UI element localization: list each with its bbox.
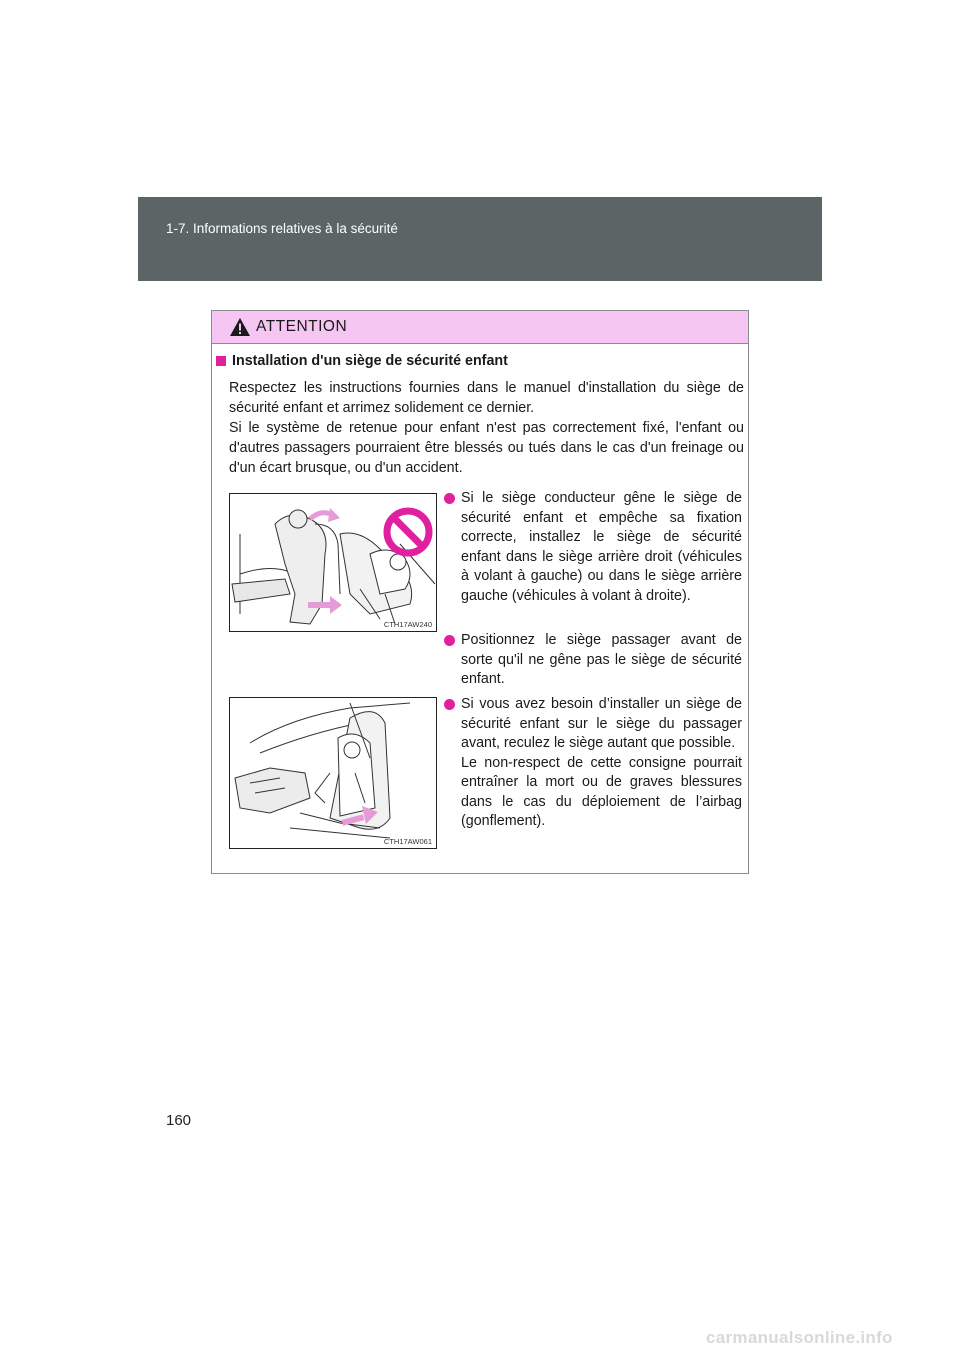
illustration-code: CTH17AW240	[383, 620, 432, 629]
round-bullet-icon	[444, 493, 455, 504]
passenger-seat-drawing	[230, 698, 436, 848]
bullet-item	[444, 631, 742, 690]
section-header-band	[138, 197, 822, 281]
round-bullet-icon	[444, 699, 455, 710]
square-bullet-icon	[216, 356, 226, 366]
warning-triangle-icon	[229, 317, 251, 337]
bullet-text: Positionnez le siège passager avant de sorte qu'il ne gêne pas le siège de sécurité enfant.	[461, 632, 742, 687]
illustration-code: CTH17AW061	[383, 837, 432, 846]
illustration-driver-seat	[229, 493, 437, 632]
bullet-item	[444, 695, 742, 832]
bullet-text: Si vous avez besoin d’installer un siège de sécurité enfant sur le siège du passager avant, reculez le siège autant que possible.	[461, 696, 742, 751]
page-number: 160	[166, 1112, 192, 1129]
attention-label: ATTENTION	[256, 318, 348, 335]
watermark: carmanualsonline.info	[706, 1328, 893, 1347]
driver-seat-drawing	[230, 494, 436, 631]
prohibition-icon	[387, 511, 429, 553]
instruction-paragraph: Respectez les instructions fournies dans le manuel d'installation du siège de sécurité enfant et arrimez solidement ce dernier.	[229, 380, 744, 416]
bullet-item	[444, 489, 742, 606]
attention-header	[212, 311, 748, 344]
subsection-title-text: Installation d'un siège de sécurité enfant	[232, 353, 508, 369]
bullet-continuation: Le non-respect de cette consigne pourrait entraîner la mort ou de graves blessures dans le cas du déploiement de l’airbag (gonflement).	[461, 754, 742, 829]
round-bullet-icon	[444, 635, 455, 646]
bullet-text: Si le siège conducteur gêne le siège de sécurité enfant et empêche sa fixation correcte, installez le siège de sécurité enfant dans le siège arrière droit (véhicules à volant à gauche) ou dans le siège arrière gauche (véhicules à volant à droite).	[461, 490, 742, 604]
section-title: 1-7. Informations relatives à la sécurité	[166, 221, 398, 236]
illustration-passenger-seat	[229, 697, 437, 849]
subsection-title	[216, 353, 508, 369]
warning-paragraph: Si le système de retenue pour enfant n'est pas correctement fixé, l'enfant ou d'autres passagers pourraient être blessés ou tués dans le cas d'un freinage ou d'un écart brusque, ou d'un accident.	[229, 420, 744, 476]
attention-box	[211, 310, 749, 874]
